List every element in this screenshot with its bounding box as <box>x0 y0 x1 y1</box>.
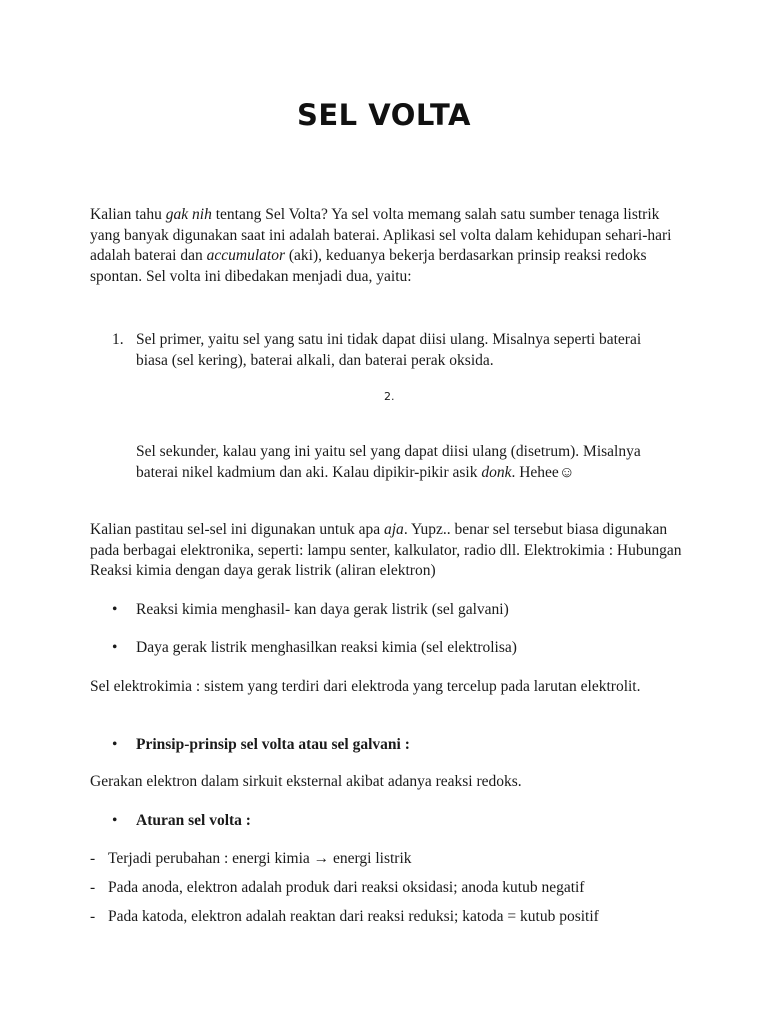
dash-text: Pada anoda, elektron adalah produk dari reaksi oksidasi; anoda kutub negatif <box>108 879 585 896</box>
dash-item-1 <box>90 849 710 870</box>
list-number-1: 1. <box>112 331 124 348</box>
bullet-item-daya <box>90 638 690 659</box>
usage-text-a: Kalian pastitau sel-sel ini digunakan untuk apa <box>90 521 384 538</box>
usage-text-b: . Yupz.. benar sel tersebut biasa digunakan pada berbagai elektronika, seperti: lampu senter, kalkulator, radio dll. Elektrokimia : Hubungan Reaksi kimia dengan daya gerak listrik (aliran elektron) <box>90 521 682 579</box>
bullet-heading-prinsip: Prinsip-prinsip sel volta atau sel galvani : <box>136 736 410 753</box>
intro-paragraph <box>90 205 690 287</box>
usage-paragraph <box>90 520 690 582</box>
list-number-2: 2. <box>384 390 395 403</box>
bullet-item-aturan <box>90 811 690 832</box>
list-item-2-text-b: . Hehee☺ <box>511 463 575 481</box>
bullet-dot: • <box>112 812 118 829</box>
intro-italic-2: accumulator <box>206 247 285 264</box>
bullet-item-prinsip <box>90 735 690 756</box>
elektrokimia-paragraph: Sel elektrokimia : sistem yang terdiri dari elektroda yang tercelup pada larutan elektrolit. <box>90 678 641 695</box>
intro-text-2: tentang Sel Volta? Ya sel volta memang salah satu sumber tenaga listrik yang banyak digunakan saat ini adalah baterai. Aplikasi sel volta dalam kehidupan sehari-hari adalah baterai dan <box>90 206 672 264</box>
bullet-dot: • <box>112 736 118 753</box>
dash-item-2 <box>90 878 710 899</box>
bullet-item-reaksi <box>90 600 690 621</box>
dash-text: Terjadi perubahan : energi kimia → energi listrik <box>108 850 412 867</box>
list-item-2-text <box>136 442 646 483</box>
intro-text-1: Kalian tahu <box>90 206 166 223</box>
page-title: SEL VOLTA <box>296 98 471 132</box>
bullet-text: Daya gerak listrik menghasilkan reaksi kimia (sel elektrolisa) <box>136 639 517 656</box>
list-item-1-text: Sel primer, yaitu sel yang satu ini tidak dapat diisi ulang. Misalnya seperti baterai biasa (sel kering), baterai alkali, dan baterai perak oksida. <box>136 331 642 369</box>
intro-text-3: (aki), keduanya bekerja berdasarkan prinsip reaksi redoks spontan. Sel volta ini dibedakan menjadi dua, yaitu: <box>90 247 647 285</box>
dash-item-3 <box>90 907 710 928</box>
dash-mark: - <box>90 879 96 896</box>
list-item-1 <box>90 330 690 371</box>
bullet-dot: • <box>112 639 118 656</box>
dash-text: Pada katoda, elektron adalah reaktan dari reaksi reduksi; katoda = kutub positif <box>108 908 599 925</box>
bullet-dot: • <box>112 601 118 618</box>
usage-italic: aja <box>384 521 404 538</box>
list-item-2-italic: donk <box>481 463 512 481</box>
intro-italic-1: gak nih <box>165 206 212 223</box>
bullet-text: Reaksi kimia menghasil- kan daya gerak listrik (sel galvani) <box>136 601 509 618</box>
bullet-heading-aturan: Aturan sel volta : <box>136 812 251 829</box>
dash-mark: - <box>90 908 96 925</box>
list-item-2-text-a: Sel sekunder, kalau yang ini yaitu sel yang dapat diisi ulang (disetrum). Misalnya baterai nikel kadmium dan aki. Kalau dipikir-pikir asik <box>136 443 641 481</box>
gerakan-paragraph: Gerakan elektron dalam sirkuit eksternal akibat adanya reaksi redoks. <box>90 773 522 790</box>
dash-mark: - <box>90 850 96 867</box>
